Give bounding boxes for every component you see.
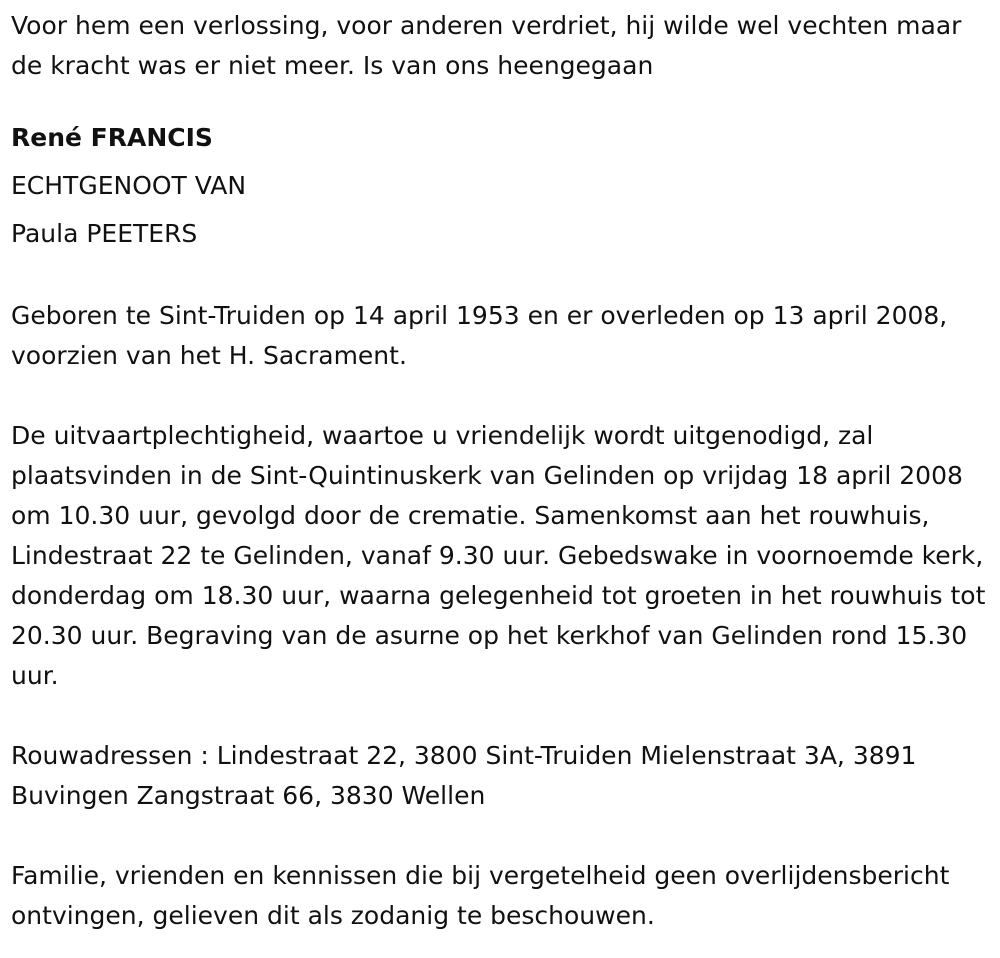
deceased-name: René FRANCIS: [11, 123, 213, 152]
birth-death-paragraph: Geboren te Sint-Truiden op 14 april 1953 en er overleden op 13 april 2008, voorzien van het H. Sacrament.: [11, 301, 948, 370]
addresses-paragraph: Rouwadressen : Lindestraat 22, 3800 Sint-Truiden Mielenstraat 3A, 3891 Buvingen Zangstraat 66, 3830 Wellen: [11, 741, 917, 810]
intro-text: Voor hem een verlossing, voor anderen verdriet, hij wilde wel vechten maar de kracht was er niet meer. Is van ons heengegaan: [11, 11, 962, 80]
spouse-name: Paula PEETERS: [11, 219, 198, 248]
deceased-block: [11, 114, 986, 258]
closing-paragraph: Familie, vrienden en kennissen die bij vergetelheid geen overlijdensbericht ontvingen, gelieven dit als zodanig te beschouwen.: [11, 861, 950, 930]
relation-label: ECHTGENOOT VAN: [11, 171, 247, 200]
obituary-document: [11, 6, 986, 936]
ceremony-paragraph: De uitvaartplechtigheid, waartoe u vriendelijk wordt uitgenodigd, zal plaatsvinden in de Sint-Quintinuskerk van Gelinden op vrijdag 18 april 2008 om 10.30 uur, gevolgd door de crematie. Samenkomst aan het rouwhuis, Lindestraat 22 te Gelinden, vanaf 9.30 uur. Gebedswake in voornoemde kerk, donderdag om 18.30 uur, waarna gelegenheid tot groeten in het rouwhuis tot 20.30 uur. Begraving van de asurne op het kerkhof van Gelinden rond 15.30 uur.: [11, 421, 986, 690]
